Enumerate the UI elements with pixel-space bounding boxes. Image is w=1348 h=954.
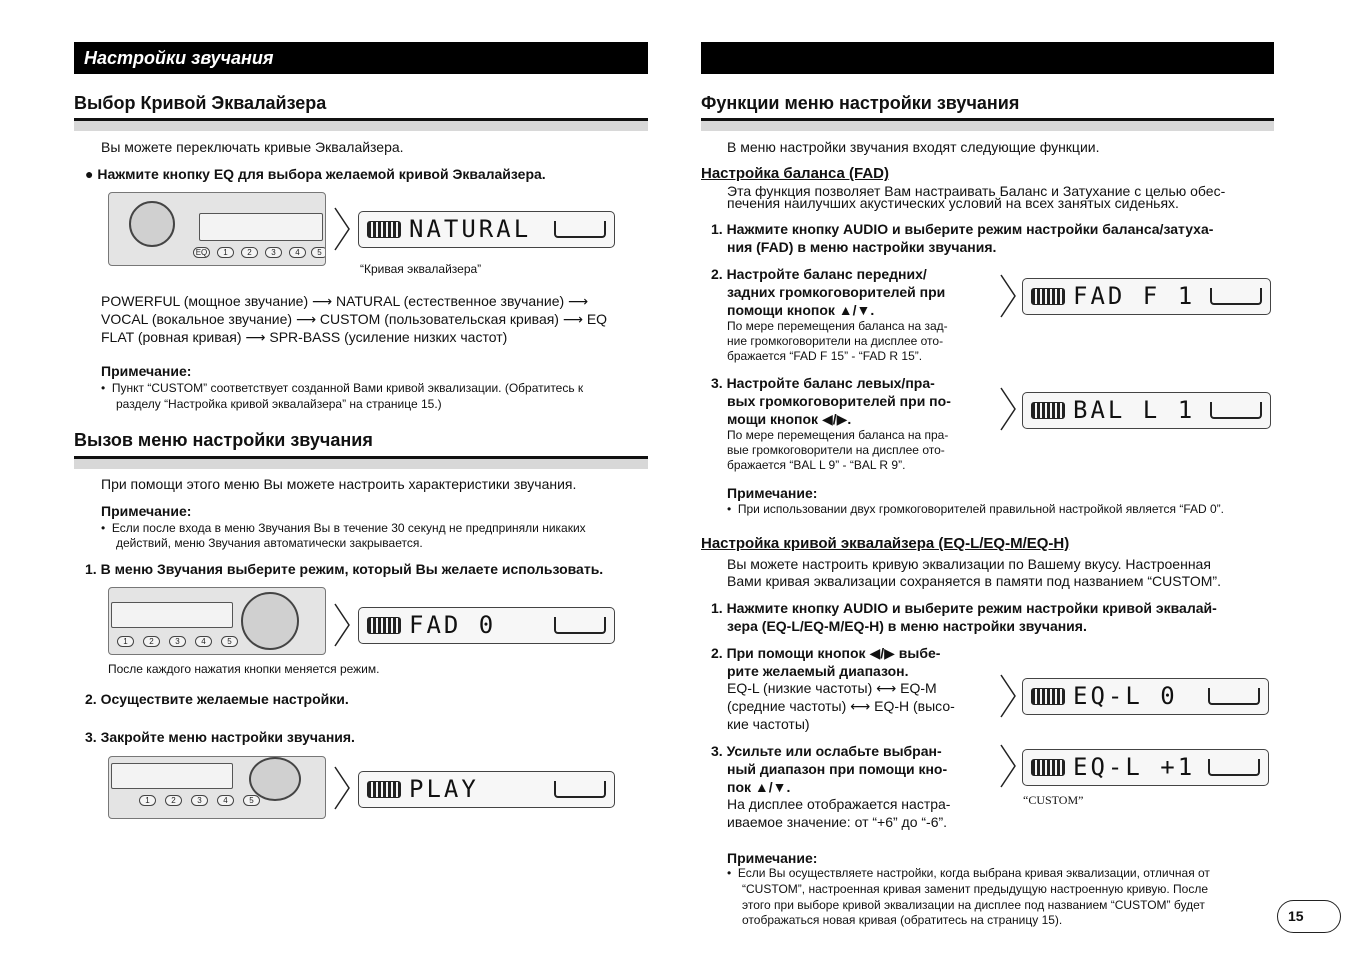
preset-button-5: 5 [221,636,238,647]
lcd-text: FAD F 1 [1073,282,1196,310]
eq-step-3: 3. Усильте или ослабьте выбран- [711,743,942,759]
eq-curve-icon [367,221,401,238]
eq-step-3: пок ▲/▼. [727,779,791,795]
eq-flow-line-2: VOCAL (вокальное звучание) ⟶ CUSTOM (пользовательская кривая) ⟶ EQ [101,311,608,327]
eq-curve-icon [367,617,401,634]
eq-curve-icon [1031,402,1065,419]
preset-button-5: 5 [243,795,260,806]
eq-step-3-detail: иваемое значение: от “+6” до “-6”. [727,814,948,830]
eq-step-2: рите желаемый диапазон. [727,663,909,679]
note-text: • Если Вы осуществляете настройки, когда выбрана кривая эквализации, отличная от [727,866,1210,880]
preset-button-3: 3 [265,247,282,258]
eq-step-3: ный диапазон при помощи кно- [727,761,948,777]
intro-text: Вы можете переключать кривые Эквалайзера. [101,139,404,155]
arrow-icon [334,207,350,251]
page-number: 15 [1277,900,1341,933]
section-header-bar-empty [701,42,1274,74]
note-text: • Если после входа в меню Звучания Вы в течение 30 секунд не предприняли никаких [101,521,586,535]
eq-flow-line-1: POWERFUL (мощное звучание) ⟶ NATURAL (естественное звучание) ⟶ [101,293,589,309]
note-title: Примечание: [101,503,192,519]
eq-step-2-detail: EQ-L (низкие частоты) ⟷ EQ-M [727,680,937,696]
fad-description: Эта функция позволяет Вам настраивать Баланс и Затухание с целью обес- [727,183,1226,199]
unit-display [199,213,323,241]
section-rule [74,118,648,131]
lcd-display-eq-l-plus1 [1022,749,1269,786]
fad-step-3-detail: бражается “BAL L 9” - “BAL R 9”. [727,458,906,472]
lcd-text: FAD 0 [409,611,497,639]
section-title-eq-curve: Выбор Кривой Эквалайзера [74,93,327,113]
preset-button-3: 3 [191,795,208,806]
intro-text: В меню настройки звучания входят следующие функции. [727,139,1100,155]
preset-button-3: 3 [169,636,186,647]
fad-step-2: задних громкоговорителей при [727,284,946,300]
bullet-text: Нажмите кнопку EQ для выбора желаемой кривой Эквалайзера. [97,166,546,182]
arrow-icon [1000,274,1016,318]
eq-curve-caption: “Кривая эквалайзера” [360,262,482,276]
lcd-display-fad-f [1022,278,1271,315]
arrow-icon [334,603,350,647]
section-title-audio-menu: Вызов меню настройки звучания [74,430,373,450]
preset-button-1: 1 [217,247,234,258]
note-text: этого при выборе кривой эквализации на дисплее под названием “CUSTOM” будет [742,898,1205,912]
fad-step-2: помощи кнопок ▲/▼. [727,302,875,318]
subsection-title-fad: Настройка баланса (FAD) [701,165,889,182]
fad-step-3: 3. Настройте баланс левых/пра- [711,375,935,391]
bullet-instruction [85,165,546,183]
step-1: 1. В меню Звучания выберите режим, который Вы желаете использовать. [85,561,604,577]
section-rule [74,456,648,469]
lcd-bracket-icon [554,221,606,238]
lcd-bracket-icon [1210,288,1262,305]
note-title: Примечание: [727,850,818,866]
eq-step-2-detail: кие частоты) [727,716,810,732]
note-text: действий, меню Звучания автоматически закрывается. [116,536,423,550]
preset-button-1: 1 [139,795,156,806]
subsection-title-eq: Настройка кривой эквалайзера (EQ-L/EQ-M/EQ-H) [701,535,1070,552]
arrow-icon [1000,674,1016,718]
head-unit-illustration [108,756,326,819]
preset-button-4: 4 [217,795,234,806]
preset-button-2: 2 [165,795,182,806]
lcd-text: BAL L 1 [1073,396,1196,424]
lcd-bracket-icon [1208,759,1260,776]
eq-step-2: 2. При помощи кнопок ◀/▶ выбе- [711,645,941,661]
preset-button-1: 1 [117,636,134,647]
fad-step-1: ния (FAD) в меню настройки звучания. [727,239,997,255]
lcd-display-fad [358,607,615,644]
fad-step-2: 2. Настройте баланс передних/ [711,266,927,282]
note-text: • Пункт “CUSTOM” соответствует созданной Вами кривой эквализации. (Обратитесь к [101,381,584,395]
lcd-bracket-icon [1210,402,1262,419]
fad-step-2-detail: ние громкоговорители на дисплее ото- [727,334,944,348]
eq-button: EQ [193,247,210,258]
eq-description: Вами кривая эквализации сохраняется в памяти под названием “CUSTOM”. [727,573,1221,589]
note-text: “CUSTOM”, настроенная кривая заменит предыдущую настроенную кривую. После [742,882,1208,896]
fad-step-3-detail: По мере перемещения баланса на пра- [727,428,949,442]
mode-caption: После каждого нажатия кнопки меняется режим. [108,662,380,676]
lcd-bracket-icon [1208,688,1260,705]
eq-description: Вы можете настроить кривую эквализации по Вашему вкусу. Настроенная [727,556,1211,572]
custom-eq-icon [1031,759,1065,776]
intro-text: При помощи этого меню Вы можете настроить характеристики звучания. [101,476,577,492]
note-text: отображаться новая кривая (обратитесь на страницу 15). [742,913,1063,927]
fad-step-2-detail: По мере перемещения баланса на зад- [727,319,948,333]
fad-step-3: мощи кнопок ◀/▶. [727,411,852,427]
preset-button-5: 5 [311,247,326,258]
eq-step-1: зера (EQ-L/EQ-M/EQ-H) в меню настройки звучания. [727,618,1087,634]
lcd-display-natural [358,211,615,248]
arrow-icon [1000,744,1016,788]
eq-curve-icon [1031,688,1065,705]
head-unit-illustration [108,192,326,266]
eq-curve-icon [1031,288,1065,305]
unit-display [111,602,233,628]
eq-step-3-detail: На дисплее отображается настра- [727,796,951,812]
eq-step-2-detail: (средние частоты) ⟷ EQ-H (высо- [727,698,955,714]
fad-step-2-detail: бражается “FAD F 15” - “FAD R 15”. [727,349,923,363]
lcd-text: NATURAL [409,215,532,243]
note-text: разделу “Настройка кривой эквалайзера” на странице 15.) [116,397,442,411]
lcd-display-eq-l-0 [1022,678,1269,715]
note-title: Примечание: [727,485,818,501]
lcd-bracket-icon [554,617,606,634]
section-header-bar: Настройки звучания [74,42,648,74]
lcd-text: EQ-L 0 [1073,682,1178,710]
fad-step-3-detail: вые громкоговорители на дисплее ото- [727,443,945,457]
note-text: • При использовании двух громкоговорителей правильной настройкой является “FAD 0”. [727,502,1225,516]
arrow-icon [1000,387,1016,431]
arrow-icon [334,766,350,810]
preset-button-4: 4 [195,636,212,647]
eq-curve-icon [367,781,401,798]
custom-label: “CUSTOM” [1023,793,1084,807]
section-title-audio-functions: Функции меню настройки звучания [701,93,1020,113]
lcd-display-play [358,771,615,808]
lcd-bracket-icon [554,781,606,798]
fad-description: печения наилучших акустических условий на всех занятых сиденьях. [727,195,1179,211]
preset-button-2: 2 [241,247,258,258]
audio-knob [249,757,301,801]
lcd-text: EQ-L +1 [1073,753,1196,781]
lcd-text: PLAY [409,775,479,803]
section-rule [701,118,1274,131]
fad-step-1: 1. Нажмите кнопку AUDIO и выберите режим настройки баланса/затуха- [711,221,1214,237]
step-3: 3. Закройте меню настройки звучания. [85,729,355,745]
note-title: Примечание: [101,363,192,379]
head-unit-illustration [108,587,326,655]
preset-button-4: 4 [289,247,306,258]
preset-button-2: 2 [143,636,160,647]
lcd-display-bal [1022,392,1271,429]
fad-step-3: вых громкоговорителей при по- [727,393,951,409]
step-2: 2. Осуществите желаемые настройки. [85,691,349,707]
bullet-dot: ● [85,166,98,182]
eq-flow-line-3: FLAT (ровная кривая) ⟶ SPR-BASS (усиление низких частот) [101,329,508,345]
volume-knob [129,201,175,247]
eq-step-1: 1. Нажмите кнопку AUDIO и выберите режим настройки кривой эквалай- [711,600,1217,616]
audio-knob [241,592,299,650]
unit-display [111,763,233,789]
